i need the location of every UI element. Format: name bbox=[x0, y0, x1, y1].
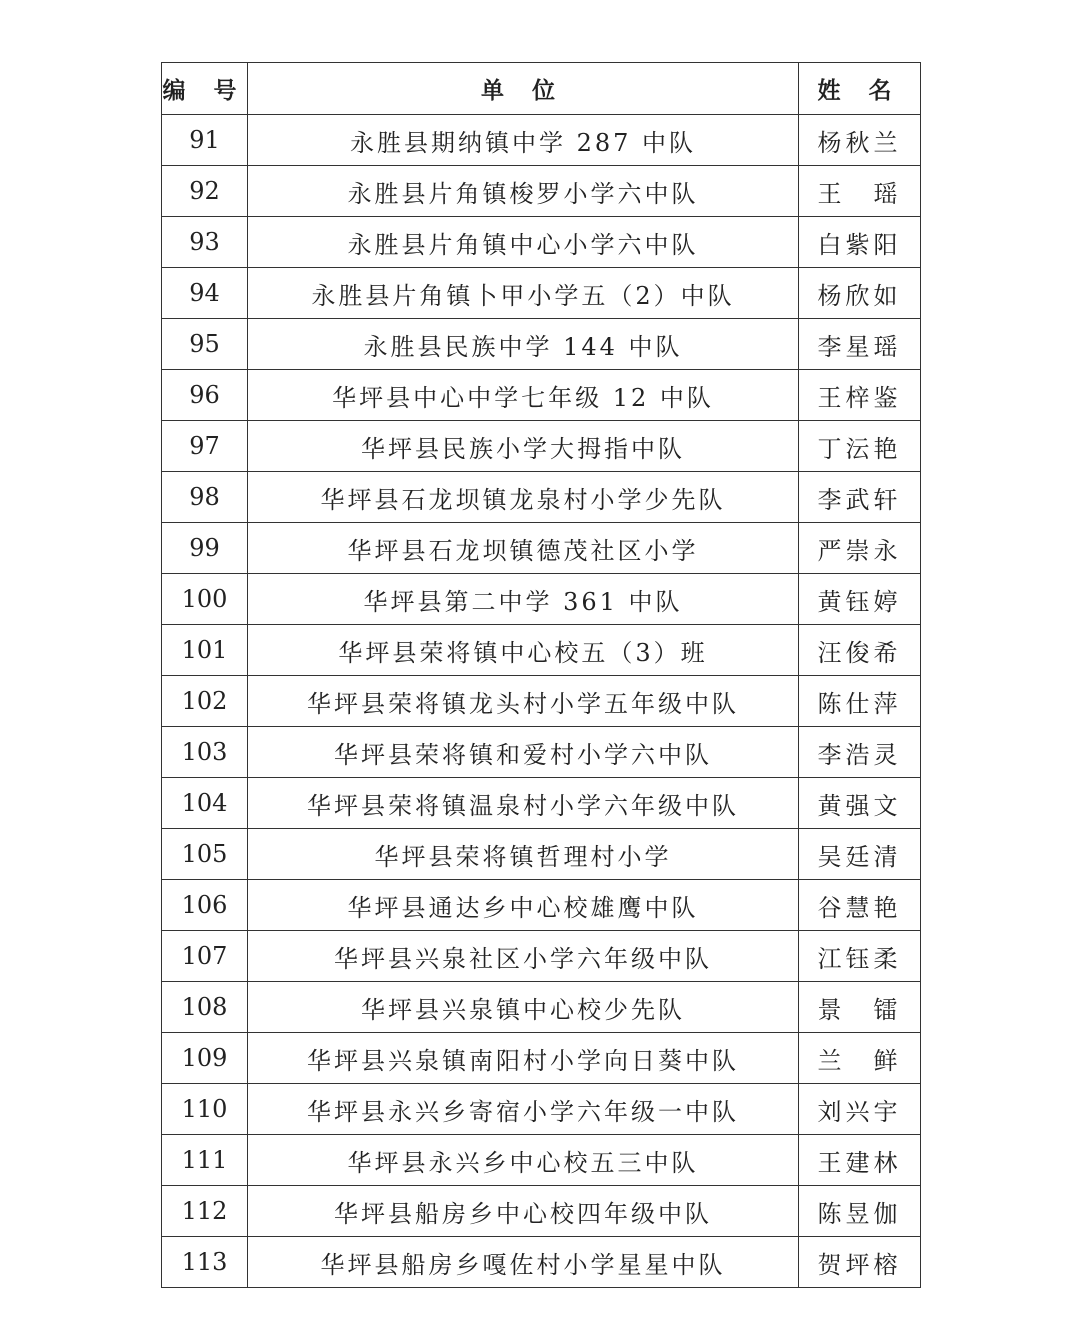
cell-number: 95 bbox=[162, 319, 248, 370]
cell-name: 江钰柔 bbox=[799, 931, 921, 982]
cell-unit: 华坪县民族小学大拇指中队 bbox=[248, 421, 799, 472]
table-row bbox=[162, 319, 921, 370]
cell-name: 王梓鉴 bbox=[799, 370, 921, 421]
cell-name: 景 镭 bbox=[799, 982, 921, 1033]
cell-number: 104 bbox=[162, 778, 248, 829]
cell-name: 李浩灵 bbox=[799, 727, 921, 778]
cell-name: 丁沄艳 bbox=[799, 421, 921, 472]
header-name: 姓 名 bbox=[799, 63, 921, 115]
cell-name: 兰 鲜 bbox=[799, 1033, 921, 1084]
cell-unit: 永胜县民族中学 144 中队 bbox=[248, 319, 799, 370]
cell-number: 112 bbox=[162, 1186, 248, 1237]
cell-unit: 华坪县石龙坝镇德茂社区小学 bbox=[248, 523, 799, 574]
cell-unit: 华坪县荣将镇中心校五（3）班 bbox=[248, 625, 799, 676]
table-body bbox=[162, 115, 921, 1288]
cell-unit: 华坪县通达乡中心校雄鹰中队 bbox=[248, 880, 799, 931]
table-row bbox=[162, 1186, 921, 1237]
header-number: 编 号 bbox=[162, 63, 248, 115]
cell-name: 杨欣如 bbox=[799, 268, 921, 319]
table-row bbox=[162, 676, 921, 727]
table-row bbox=[162, 166, 921, 217]
cell-number: 106 bbox=[162, 880, 248, 931]
table-row bbox=[162, 880, 921, 931]
table-row bbox=[162, 778, 921, 829]
cell-number: 100 bbox=[162, 574, 248, 625]
cell-unit: 永胜县片角镇卜甲小学五（2）中队 bbox=[248, 268, 799, 319]
roster-document bbox=[161, 62, 920, 1288]
cell-unit: 华坪县兴泉镇南阳村小学向日葵中队 bbox=[248, 1033, 799, 1084]
cell-number: 96 bbox=[162, 370, 248, 421]
cell-number: 105 bbox=[162, 829, 248, 880]
cell-unit: 永胜县期纳镇中学 287 中队 bbox=[248, 115, 799, 166]
cell-name: 陈昱伽 bbox=[799, 1186, 921, 1237]
cell-number: 108 bbox=[162, 982, 248, 1033]
cell-number: 99 bbox=[162, 523, 248, 574]
cell-name: 陈仕萍 bbox=[799, 676, 921, 727]
cell-unit: 华坪县永兴乡中心校五三中队 bbox=[248, 1135, 799, 1186]
table-row bbox=[162, 931, 921, 982]
table-row bbox=[162, 472, 921, 523]
cell-number: 107 bbox=[162, 931, 248, 982]
table-row bbox=[162, 727, 921, 778]
cell-unit: 华坪县荣将镇龙头村小学五年级中队 bbox=[248, 676, 799, 727]
cell-name: 杨秋兰 bbox=[799, 115, 921, 166]
cell-number: 101 bbox=[162, 625, 248, 676]
cell-number: 103 bbox=[162, 727, 248, 778]
cell-number: 93 bbox=[162, 217, 248, 268]
cell-name: 黄钰婷 bbox=[799, 574, 921, 625]
cell-name: 贺坪榕 bbox=[799, 1237, 921, 1288]
cell-name: 王建林 bbox=[799, 1135, 921, 1186]
table-row bbox=[162, 370, 921, 421]
cell-name: 刘兴宇 bbox=[799, 1084, 921, 1135]
cell-name: 汪俊希 bbox=[799, 625, 921, 676]
cell-name: 李星瑶 bbox=[799, 319, 921, 370]
roster-table bbox=[161, 62, 921, 1288]
table-header-row bbox=[162, 63, 921, 115]
cell-unit: 华坪县兴泉社区小学六年级中队 bbox=[248, 931, 799, 982]
table-row bbox=[162, 421, 921, 472]
table-row bbox=[162, 217, 921, 268]
cell-number: 91 bbox=[162, 115, 248, 166]
cell-name: 黄强文 bbox=[799, 778, 921, 829]
cell-number: 111 bbox=[162, 1135, 248, 1186]
cell-number: 102 bbox=[162, 676, 248, 727]
header-unit: 单 位 bbox=[248, 63, 799, 115]
table-row bbox=[162, 115, 921, 166]
cell-name: 王 瑶 bbox=[799, 166, 921, 217]
cell-number: 109 bbox=[162, 1033, 248, 1084]
cell-number: 110 bbox=[162, 1084, 248, 1135]
cell-unit: 华坪县船房乡嘎佐村小学星星中队 bbox=[248, 1237, 799, 1288]
table-row bbox=[162, 268, 921, 319]
cell-unit: 华坪县船房乡中心校四年级中队 bbox=[248, 1186, 799, 1237]
table-row bbox=[162, 574, 921, 625]
cell-number: 98 bbox=[162, 472, 248, 523]
cell-name: 吴廷清 bbox=[799, 829, 921, 880]
cell-unit: 华坪县荣将镇哲理村小学 bbox=[248, 829, 799, 880]
cell-name: 李武轩 bbox=[799, 472, 921, 523]
cell-number: 94 bbox=[162, 268, 248, 319]
cell-unit: 华坪县荣将镇温泉村小学六年级中队 bbox=[248, 778, 799, 829]
table-row bbox=[162, 523, 921, 574]
cell-unit: 华坪县兴泉镇中心校少先队 bbox=[248, 982, 799, 1033]
cell-name: 严崇永 bbox=[799, 523, 921, 574]
table-row bbox=[162, 625, 921, 676]
cell-unit: 华坪县石龙坝镇龙泉村小学少先队 bbox=[248, 472, 799, 523]
cell-unit: 华坪县荣将镇和爱村小学六中队 bbox=[248, 727, 799, 778]
cell-unit: 华坪县永兴乡寄宿小学六年级一中队 bbox=[248, 1084, 799, 1135]
cell-unit: 华坪县第二中学 361 中队 bbox=[248, 574, 799, 625]
table-row bbox=[162, 1084, 921, 1135]
cell-number: 97 bbox=[162, 421, 248, 472]
cell-unit: 永胜县片角镇梭罗小学六中队 bbox=[248, 166, 799, 217]
table-row bbox=[162, 982, 921, 1033]
cell-name: 谷慧艳 bbox=[799, 880, 921, 931]
table-row bbox=[162, 1237, 921, 1288]
cell-unit: 华坪县中心中学七年级 12 中队 bbox=[248, 370, 799, 421]
cell-number: 92 bbox=[162, 166, 248, 217]
table-row bbox=[162, 829, 921, 880]
cell-name: 白紫阳 bbox=[799, 217, 921, 268]
cell-unit: 永胜县片角镇中心小学六中队 bbox=[248, 217, 799, 268]
table-row bbox=[162, 1135, 921, 1186]
table-row bbox=[162, 1033, 921, 1084]
cell-number: 113 bbox=[162, 1237, 248, 1288]
